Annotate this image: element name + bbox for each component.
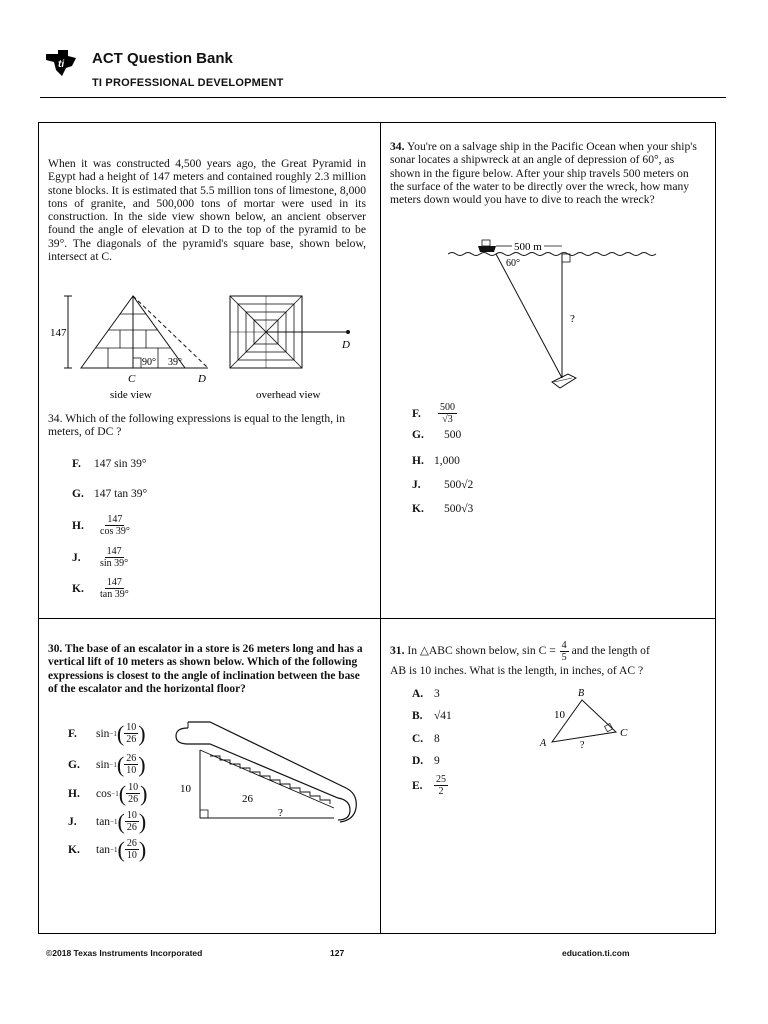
ship-question [390,140,698,206]
footer-copyright: ©2018 Texas Instruments Incorporated [46,948,203,958]
pyramid-right-angle-label: 90° [142,357,156,368]
footer-url[interactable]: education.ti.com [562,948,630,958]
pyramid-figure [48,290,368,402]
ship-choice-k[interactable]: K. 500√3 [412,503,474,515]
ship-choice-j[interactable]: J. 500√2 [412,479,474,491]
side-view-caption: side view [110,389,152,401]
pyramid-choice-h[interactable]: H. $\frac{147}{\cos 39^\circ}$ [72,514,130,537]
escalator-question-number: 30. [48,643,63,655]
pyramid-choice-g[interactable]: G. 147 tan 39° [72,488,148,500]
escalator-choice-k[interactable]: K. tan −1 ( $\frac{26}{10}$ ) [68,836,147,862]
triangle-question-number: 31. [390,644,405,658]
overhead-point-d: D [342,339,350,351]
ship-question-number: 34. [390,140,405,153]
ship-choice-g[interactable]: G. 500 [412,429,462,441]
header-subtitle: TI PROFESSIONAL DEVELOPMENT [92,77,284,89]
triangle-question: 31. In △ABC shown below, sin C = $\frac{4}{5}$ and the length of AB is 10 inches. What is the length, in inches, of AC ? [390,640,650,677]
pyramid-question [48,412,366,439]
pyramid-question-text: Which of the following expressions is equal to the length, in meters, of DC ? [48,412,346,439]
pyramid-choice-f[interactable]: F. 147 sin 39° [72,458,147,470]
ship-depth-unknown: ? [570,313,575,325]
escalator-question [48,643,366,696]
header-rule [40,97,726,98]
triangle-side-label: 10 [554,709,565,721]
escalator-question-text: The base of an escalator in a store is 26 meters long and has a vertical lift of 10 meters as shown below. Which of the following expressions is closest to the angle of inclination between the base of the escalator and the horizontal floor? [48,643,363,695]
escalator-choice-h[interactable]: H. cos −1 ( $\frac{10}{26}$ ) [68,780,148,806]
pyramid-point-d: D [198,373,206,385]
grid-divider-vertical [380,122,381,934]
pyramid-angle-label: 39° [168,357,182,368]
ship-choice-h[interactable]: H. 1,000 [412,455,460,467]
escalator-lift-label: 10 [180,783,191,795]
escalator-choice-f[interactable]: F. sin −1 ( $\frac{10}{26}$ ) [68,720,146,746]
ship-question-text: You're on a salvage ship in the Pacific Ocean when your ship's sonar locates a shipwreck at an angle of depression of 60°, as shown in the figure below. After your ship travels 500 meters on the surface of the water to be directly over the wreck, how many meters down would you have to dive to reach the wreck? [390,140,697,207]
escalator-figure [170,716,366,828]
triangle-choice-c[interactable]: C. 8 [412,733,440,745]
ship-figure [448,232,668,394]
pyramid-question-number: 34. [48,412,63,425]
header-title: ACT Question Bank [92,50,233,67]
triangle-choice-e[interactable]: E. $\frac{25}{2}$ [412,774,446,797]
footer-page-number: 127 [330,948,345,958]
triangle-figure [530,684,710,756]
pyramid-height-label: 147 [50,327,67,339]
ti-logo-icon [44,48,78,78]
pyramid-passage: When it was constructed 4,500 years ago, the Great Pyramid in Egypt had a height of 147 meters and contained roughly 2.3 million stone blocks. It is estimated that 5.5 million tons of limestone, 8,000 tons of granite, and 500,000 tons of mortar were used in its construction. In the side view shown below, an ancient observer found the angle of elevation at D to the top of the pyramid to be 39°. The diagonals of the pyramid's square base, shown below, intersect at C. [48,157,366,264]
triangle-choice-b[interactable]: B. √41 [412,710,452,722]
triangle-vertex-a: A [540,738,547,749]
ship-choice-f[interactable]: F. $\frac{500}{√3}$ [412,402,455,425]
triangle-vertex-c: C [620,727,628,739]
ship-angle-label: 60° [506,258,520,269]
ship-distance-label: 500 m [514,241,542,253]
triangle-vertex-b: B [578,688,585,699]
svg-text:ti: ti [58,59,65,70]
triangle-choice-d[interactable]: D. 9 [412,755,440,767]
overhead-view-caption: overhead view [256,389,321,401]
triangle-choice-a[interactable]: A. 3 [412,688,440,700]
pyramid-point-c: C [128,373,136,385]
escalator-choice-g[interactable]: G. sin −1 ( $\frac{26}{10}$ ) [68,751,146,777]
escalator-choice-j[interactable]: J. tan −1 ( $\frac{10}{26}$ ) [68,808,147,834]
triangle-unknown-label: ? [580,740,585,751]
pyramid-choice-k[interactable]: K. $\frac{147}{\tan 39^\circ}$ [72,577,129,600]
pyramid-choice-j[interactable]: J. $\frac{147}{\sin 39^\circ}$ [72,546,129,569]
escalator-base-label: 26 [242,793,253,805]
escalator-angle-unknown: ? [278,807,283,819]
grid-divider-horizontal [38,618,716,619]
